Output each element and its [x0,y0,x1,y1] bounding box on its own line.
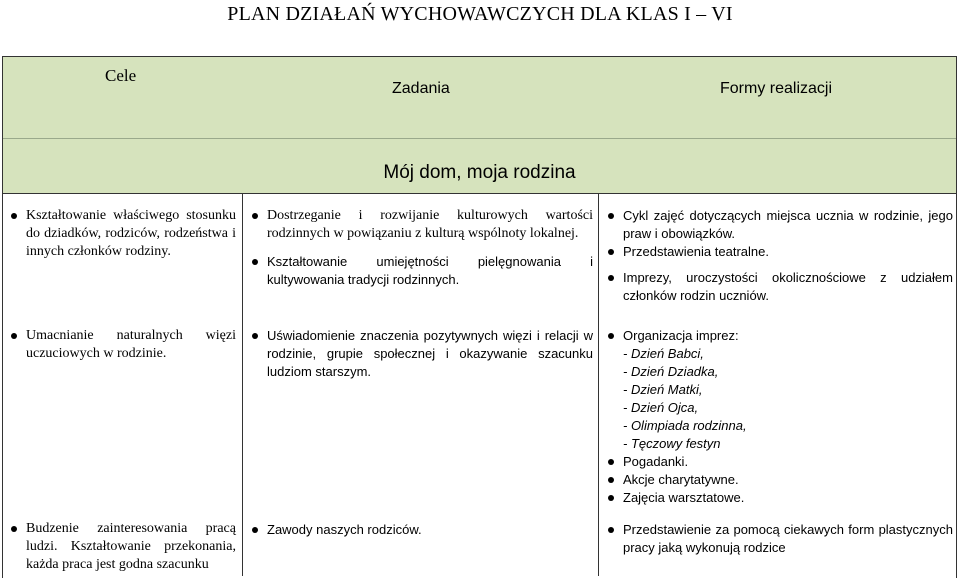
formy-item: Akcje charytatywne. [605,471,953,489]
event-item: - Dzień Dziadka, [623,364,719,379]
formy-cell [605,521,953,557]
header-divider [3,138,956,139]
cele-cell [8,520,236,574]
cele-item: Budzenie zainteresowania pracą ludzi. Kształtowanie przekonania, każda praca jest godna szacunku [8,520,236,574]
column-divider [598,194,599,576]
header-zadania: Zadania [392,80,450,97]
zadania-item: Dostrzeganie i rozwijanie kulturowych wartości rodzinnych w powiązaniu z kulturą wspólnoty lokalnej. [249,207,593,243]
event-item: - Tęczowy festyn [623,436,721,451]
zadania-item: Zawody naszych rodziców. [249,521,593,539]
header-formy: Formy realizacji [720,80,833,97]
cele-item: Umacnianie naturalnych więzi uczuciowych w rodzinie. [8,327,236,363]
formy-item: Przedstawienia teatralne. [605,243,953,261]
event-item: - Dzień Babci, [623,346,704,361]
cele-cell [8,327,236,363]
cele-item: Kształtowanie właściwego stosunku do dziadków, rodziców, rodzeństwa i innych członków rodziny. [8,207,236,261]
zadania-cell [249,327,593,381]
formy-item: Pogadanki. [605,453,953,471]
zadania-cell [249,207,593,289]
formy-item: Imprezy, uroczystości okolicznościowe z udziałem członków rodzin uczniów. [605,269,953,305]
formy-item: Cykl zajęć dotyczących miejsca ucznia w rodzinie, jego praw i obowiązków. [605,207,953,243]
formy-item: Organizacja imprez: [605,327,953,345]
formy-cell [605,327,953,507]
header-cele: Cele [105,66,137,85]
formy-item: Zajęcia warsztatowe. [605,489,953,507]
formy-item: Przedstawienie za pomocą ciekawych form plastycznych pracy jaką wykonują rodzice [605,521,953,557]
zadania-cell [249,521,593,539]
event-item: - Dzień Ojca, [623,400,699,415]
zadania-item: Kształtowanie umiejętności pielęgnowania i kultywowania tradycji rodzinnych. [249,253,593,289]
event-item: - Olimpiada rodzinna, [623,418,747,433]
column-divider [242,194,243,576]
page-title: PLAN DZIAŁAŃ WYCHOWAWCZYCH DLA KLAS I – VI [227,3,733,25]
cele-cell [8,207,236,261]
formy-cell [605,207,953,305]
zadania-item: Uświadomienie znaczenia pozytywnych więzi i relacji w rodzinie, grupie społecznej i okazywanie szacunku ludziom starszym. [249,327,593,381]
event-item: - Dzień Matki, [623,382,703,397]
section-title: Mój dom, moja rodzina [383,162,576,183]
